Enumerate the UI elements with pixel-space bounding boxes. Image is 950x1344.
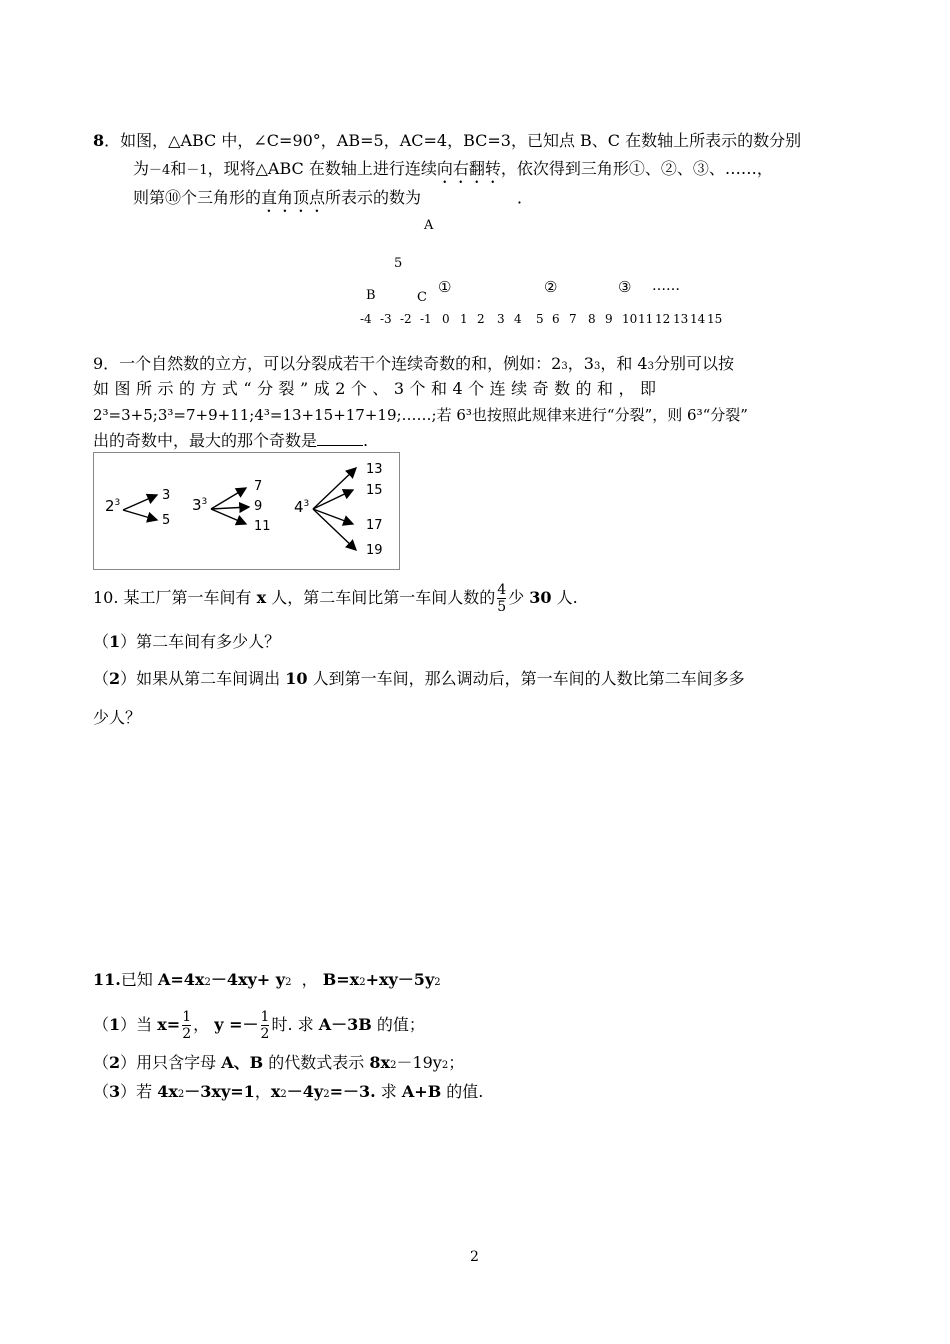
value-label: 17 xyxy=(366,518,383,533)
q9-line2: 如 图 所 示 的 方 式 “ 分 裂 ” 成 2 个 、 3 个 和 4 个 连 续 奇 数 的 和 ， 即 xyxy=(93,379,657,398)
arrow xyxy=(211,509,246,524)
q9-line3: 2³=3+5;3³=7+9+11;4³=13+15+17+19;……;若 6³也按照此规律来进行“分裂”，则 6³“分裂” xyxy=(93,406,748,424)
tick-label: 1 xyxy=(460,312,468,326)
q9-line4: 出的奇数中，最大的那个奇数是 . xyxy=(93,427,368,454)
tick-label: 0 xyxy=(442,312,450,326)
tick-label: 14 xyxy=(690,312,706,326)
q11-sub3: （3）若 4x2－3xy=1，x2－4y2=－3. 求 A+B 的值. xyxy=(93,1082,484,1101)
q8-label-C: C xyxy=(417,290,427,305)
q8-line2: 为－4和－1，现将△ABC 在数轴上进行连续向右翻转，依次得到三角形①、②、③、……， xyxy=(133,159,773,178)
fraction-1-2: $\frac{1}{2}$ xyxy=(260,1009,270,1042)
q10-sub2-cont: 少人？ xyxy=(93,708,142,727)
value-label: 3 xyxy=(162,488,171,503)
q8-line3: 则第⑩个三角形的直角顶点所表示的数为 ． xyxy=(133,185,533,216)
tick-label: 13 xyxy=(673,312,689,326)
q8-circle-2: ② xyxy=(544,278,558,296)
arrow xyxy=(313,490,353,509)
q11-line1: 11.已知 A=4x2－4xy+ y2 ， B=x2+xy－5y2 xyxy=(93,970,441,989)
value-label: 5 xyxy=(162,513,171,528)
q8-label-5: 5 xyxy=(394,256,403,271)
arrow xyxy=(123,510,157,520)
q8-line1: 8．如图，△ABC 中，∠C=90°，AB=5，AC=4，BC=3，已知点 B、C 在数轴上所表示的数分别 xyxy=(93,131,802,150)
base-2: $2^3$ xyxy=(105,497,121,515)
value-label: 11 xyxy=(254,519,271,534)
value-label: 19 xyxy=(366,543,383,558)
value-label: 7 xyxy=(254,479,263,494)
q9-line1: 9．一个自然数的立方，可以分裂成若干个连续奇数的和，例如：23，33，和 43分别可以按 xyxy=(93,354,734,373)
q8-label-B: B xyxy=(366,288,376,303)
tick-label: 10 xyxy=(622,312,638,326)
tick-label: -1 xyxy=(420,312,432,326)
tick-label: -2 xyxy=(400,312,412,326)
fraction-4-5: $\frac{4}{5}$ xyxy=(497,582,507,615)
arrow xyxy=(211,507,249,509)
tick-label: 6 xyxy=(552,312,560,326)
q9-answer-blank[interactable] xyxy=(317,427,363,446)
value-label: 9 xyxy=(254,499,263,514)
q8-circle-1: ① xyxy=(438,278,452,296)
number-line-tick-labels xyxy=(360,312,730,328)
fraction-1-2: $\frac{1}{2}$ xyxy=(182,1009,192,1042)
tick-label: -4 xyxy=(360,312,372,326)
q10-line1: 10. 某工厂第一车间有 x 人，第二车间比第一车间人数的 $\frac{4}{5}$ 少 30 人. xyxy=(93,582,578,615)
q8-circle-3: ③ xyxy=(618,278,632,296)
q8-label-A: A xyxy=(424,218,434,233)
tick-label: -3 xyxy=(380,312,392,326)
tick-label: 5 xyxy=(536,312,544,326)
q8-answer-blank[interactable] xyxy=(421,185,517,203)
q8-ellipsis: …… xyxy=(652,278,680,294)
tick-label: 3 xyxy=(497,312,505,326)
tick-label: 8 xyxy=(588,312,596,326)
tick-label: 7 xyxy=(569,312,577,326)
tick-label: 2 xyxy=(477,312,485,326)
page-number: 2 xyxy=(470,1249,479,1265)
q8-number: 8 xyxy=(93,131,105,150)
tick-label: 4 xyxy=(514,312,522,326)
q10-sub2: （2）如果从第二车间调出 10 人到第一车间，那么调动后，第一车间的人数比第二车间多多 xyxy=(93,669,745,688)
arrow xyxy=(313,468,356,509)
q9-split-diagram xyxy=(93,452,399,570)
value-label: 15 xyxy=(366,483,383,498)
tick-label: 11 xyxy=(638,312,654,326)
tick-label: 15 xyxy=(707,312,723,326)
q11-sub1: （1）当 x= $\frac{1}{2}$ ， y =－ $\frac{1}{2}$ 时. 求 A－3B 的值； xyxy=(93,1009,425,1042)
arrow xyxy=(211,488,246,509)
arrow xyxy=(313,509,353,524)
value-label: 13 xyxy=(366,462,383,477)
arrow xyxy=(123,495,157,510)
base-3: $3^3$ xyxy=(192,496,208,514)
base-4: $4^3$ xyxy=(294,498,310,516)
arrow xyxy=(313,509,356,550)
tick-label: 12 xyxy=(655,312,671,326)
q11-sub2: （2）用只含字母 A、B 的代数式表示 8x2－19y2； xyxy=(93,1053,465,1072)
q10-sub1: （1）第二车间有多少人？ xyxy=(93,632,281,651)
tick-label: 9 xyxy=(605,312,613,326)
